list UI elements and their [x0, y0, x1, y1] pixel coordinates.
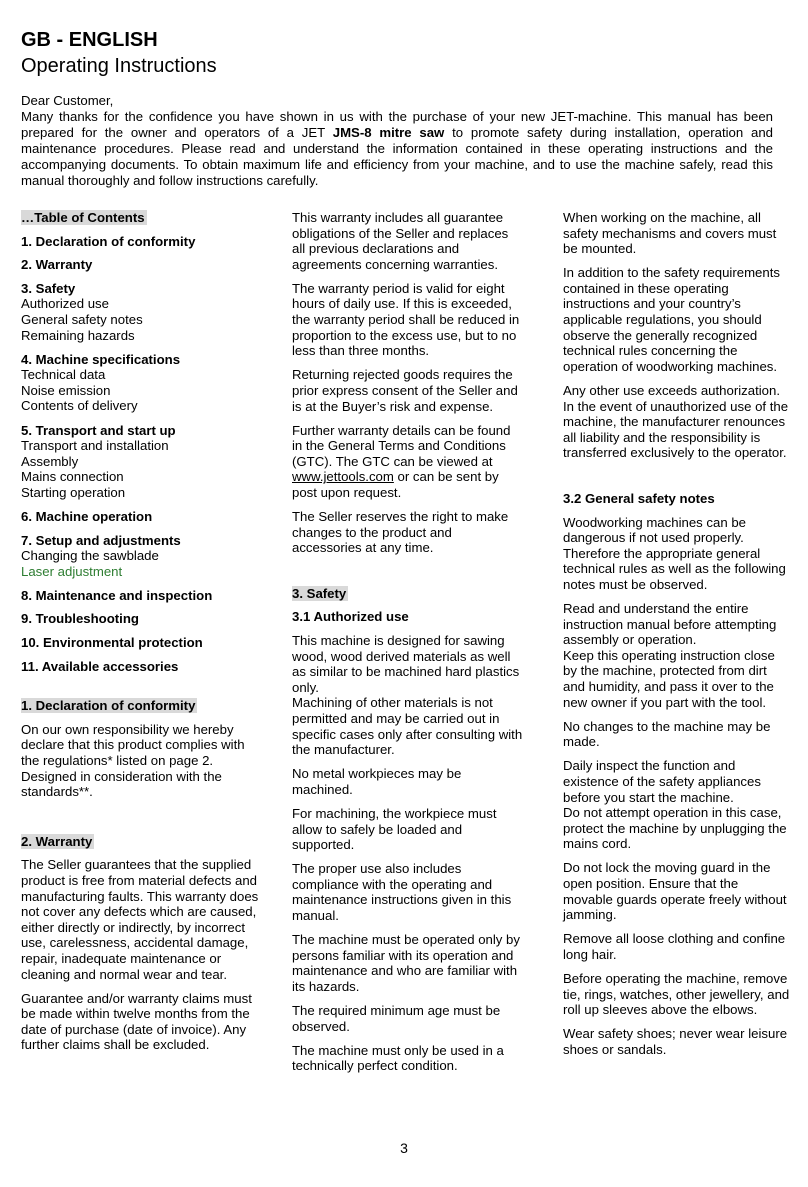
- toc-entry-11: 11. Available accessories: [21, 658, 179, 674]
- intro-paragraph: [21, 109, 773, 189]
- intro-text-a: Many thanks for the confidence you have shown in us with the purchase of your new JET-machine. This manual has been prepared for the owner and operators of a JET: [21, 109, 773, 140]
- safety-paragraph: Remove all loose clothing and confine long hair.: [563, 931, 786, 962]
- toc-sub-item: Technical data: [21, 367, 106, 383]
- safety-paragraph: Any other use exceeds authorization. In the event of unauthorized use of the machine, the manufacturer renounces all liability and the responsibility is transferred exclusively to the operator.: [563, 382, 789, 461]
- toc-entry-6: 6. Machine operation: [21, 509, 153, 524]
- warranty-paragraph: Returning rejected goods requires the prior express consent of the Seller and is at the Buyer’s risk and expense.: [292, 367, 518, 414]
- warranty-paragraph: This warranty includes all guarantee obligations of the Seller and replaces all previous declarations and agreements concerning warranties.: [292, 210, 509, 272]
- safety-paragraph: For machining, the workpiece must allow to safely be loaded and supported.: [292, 806, 497, 853]
- toc-entry-3: 3. Safety: [21, 280, 76, 296]
- toc-sub-item: Starting operation: [21, 484, 126, 500]
- intro-block: [21, 93, 773, 189]
- toc-group-5: [21, 423, 259, 501]
- toc-sub-item: Changing the sawblade: [21, 548, 159, 564]
- safety-paragraph: When working on the machine, all safety mechanisms and covers must be mounted.: [563, 210, 777, 257]
- section-heading-safety: 3. Safety: [292, 585, 347, 601]
- toc-sub-item: General safety notes: [21, 311, 143, 327]
- toc-sub-item: Remaining hazards: [21, 327, 135, 343]
- safety-paragraph: In addition to the safety requirements contained in these operating instructions and your country’s applicable regulations, you should observe the generally recognized technical rules concerning the operation of woodworking machines.: [563, 265, 780, 374]
- subsection-heading-general-safety: 3.2 General safety notes: [563, 490, 715, 506]
- column-3: [563, 210, 791, 1066]
- section-heading-warranty: 2. Warranty: [21, 833, 93, 849]
- warranty-paragraph: The warranty period is valid for eight hours of daily use. If this is exceeded, the warranty period shall be reduced in proportion to the excess use, but to no less than three months.: [292, 280, 520, 359]
- safety-paragraph: Before operating the machine, remove tie, rings, watches, other jewellery, and roll up sleeves above the elbows.: [563, 970, 790, 1018]
- toc-sub-item: Transport and installation: [21, 438, 169, 454]
- toc-group-7: [21, 533, 259, 580]
- salutation: Dear Customer,: [21, 93, 114, 108]
- warranty-paragraph: Guarantee and/or warranty claims must be made within twelve months from the date of purchase (date of invoice). Any further claims shall be excluded.: [21, 990, 252, 1053]
- safety-paragraph: The machine must only be used in a technically perfect condition.: [292, 1042, 504, 1074]
- column-2: [292, 210, 524, 1082]
- safety-paragraph: The proper use also includes compliance with the operating and maintenance instructions given in this manual.: [292, 861, 512, 924]
- warranty-paragraph: The Seller reserves the right to make changes to the product and accessories at any time.: [292, 509, 509, 556]
- warranty-paragraph: Further warranty details can be found in the General Terms and Conditions (GTC). The GTC can be viewed at www.jettools.com or can be sent by post upon request.: [292, 422, 511, 500]
- safety-paragraph: Wear safety shoes; never wear leisure shoes or sandals.: [563, 1026, 788, 1057]
- website-link[interactable]: www.jettools.com: [292, 469, 394, 485]
- safety-paragraph: No metal workpieces may be machined.: [292, 766, 462, 797]
- intro-text-b: to promote safety during installation, operation and maintenance procedures. Please read and understand the information contained in these operating instructions and the accompanying documents. To obtain maximum life and efficiency from your machine, and to use the machine safely, read this manual thoroughly and follow instructions carefully.: [21, 125, 773, 188]
- toc-entry-1: 1. Declaration of conformity: [21, 233, 196, 249]
- column-1: [21, 210, 259, 1062]
- safety-paragraph: No changes to the machine may be made.: [563, 718, 771, 750]
- section-heading-declaration: 1. Declaration of conformity: [21, 698, 196, 714]
- language-heading: GB - ENGLISH: [21, 29, 158, 51]
- model-name: JMS-8 mitre saw: [332, 125, 445, 140]
- toc-heading: …Table of Contents: [21, 210, 145, 225]
- toc-entry-8: 8. Maintenance and inspection: [21, 587, 213, 603]
- safety-paragraph: The required minimum age must be observed.: [292, 1003, 501, 1034]
- toc-group-4: [21, 352, 259, 414]
- toc-sub-item: Assembly: [21, 453, 79, 469]
- toc-group-3: [21, 281, 259, 343]
- toc-entry-4: 4. Machine specifications: [21, 351, 181, 367]
- subsection-heading-authorized-use: 3.1 Authorized use: [292, 609, 409, 625]
- toc-entry-9: 9. Troubleshooting: [21, 611, 139, 627]
- toc-entry-7: 7. Setup and adjustments: [21, 532, 181, 548]
- page-number: 3: [400, 1140, 408, 1156]
- toc-entry-5: 5. Transport and start up: [21, 422, 176, 438]
- toc-sub-item: Noise emission: [21, 382, 111, 398]
- toc-sub-item: Authorized use: [21, 296, 109, 312]
- page-title: Operating Instructions: [21, 55, 217, 77]
- toc-sub-item-highlighted: Laser adjustment: [21, 563, 123, 579]
- safety-paragraph: The machine must be operated only by persons familiar with its operation and maintenance and who are familiar with its hazards.: [292, 932, 520, 994]
- toc-sub-item: Contents of delivery: [21, 398, 138, 414]
- toc-entry-2: 2. Warranty: [21, 257, 93, 273]
- toc-entry-10: 10. Environmental protection: [21, 635, 203, 651]
- safety-paragraph: This machine is designed for sawing wood, wood derived materials as well as similar to be machined hard plastics only. Machining of other materials is not permitted and may be carried out in specific cases only after consulting with the manufacturer.: [292, 633, 523, 758]
- toc-sub-item: Mains connection: [21, 469, 124, 485]
- warranty-paragraph: The Seller guarantees that the supplied product is free from material defects and manufacturing faults. This warranty does not cover any defects which are caused, either directly or indirectly, by incorrect use, carelessness, accidental damage, repair, inadequate maintenance or cleaning and normal wear and tear.: [21, 857, 259, 982]
- safety-paragraph: Do not lock the moving guard in the open position. Ensure that the movable guards operate freely without jamming.: [563, 860, 787, 923]
- safety-paragraph: Daily inspect the function and existence of the safety appliances before you start the machine. Do not attempt operation in this case, protect the machine by unplugging the mains cord.: [563, 758, 787, 852]
- declaration-text: On our own responsibility we hereby declare that this product complies with the regulations* listed on page 2. Designed in consideration with the standards**.: [21, 721, 245, 800]
- safety-paragraph: Read and understand the entire instruction manual before attempting assembly or operation. Keep this operating instruction close by the machine, protected from dirt and humidity, and pass it over to the new owner if you part with the tool.: [563, 600, 777, 710]
- safety-paragraph: Woodworking machines can be dangerous if not used properly. Therefore the appropriate general technical rules as well as the following notes must be observed.: [563, 514, 786, 592]
